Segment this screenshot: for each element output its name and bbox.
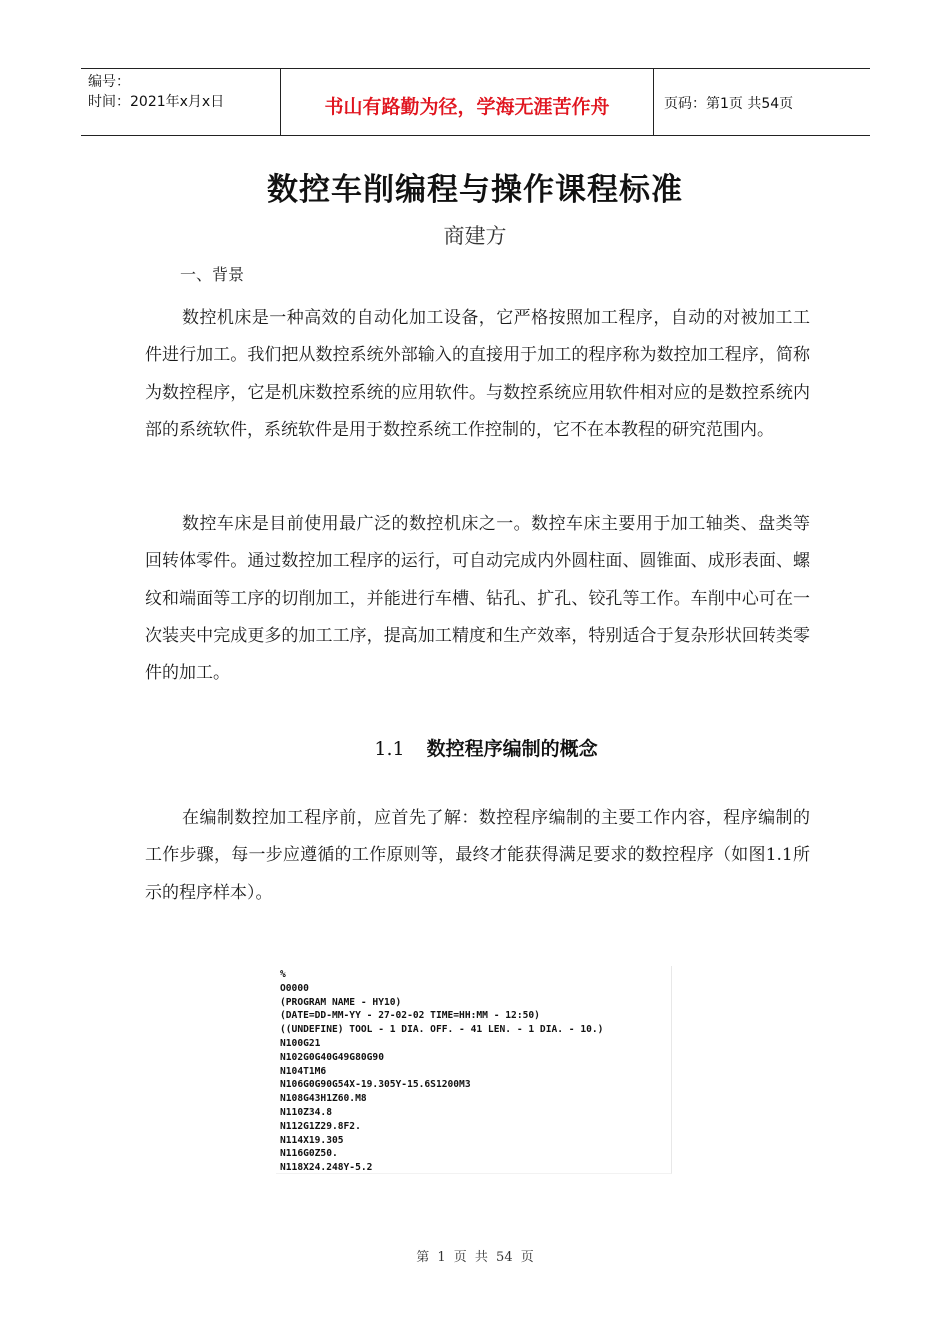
code-line: N116G0Z50.	[280, 1148, 338, 1160]
code-line: (DATE=DD-MM-YY - 27-02-02 TIME=HH:MM - 12:50)	[280, 1010, 540, 1022]
code-line: N108G43H1Z60.M8	[280, 1093, 367, 1105]
serial-label: 编号：	[88, 74, 130, 90]
code-line: N100G21	[280, 1037, 321, 1049]
code-line: N112G1Z29.8F2.	[280, 1120, 361, 1132]
code-line: N104T1M6	[280, 1065, 327, 1077]
code-line: (PROGRAM NAME - HY10)	[280, 996, 402, 1008]
subsection-heading	[0, 734, 950, 761]
subsection-title: 数控程序编制的概念	[426, 738, 598, 760]
paragraph-2: 数控车床是目前使用最广泛的数控机床之一。数控车床主要用于加工轴类、盘类等回转体零件。通过数控加工程序的运行，可自动完成内外圆柱面、圆锥面、成形表面、螺纹和端面等工序的切削加工，并能进行车槽、钻孔、扩孔、铰孔等工作。车削中心可在一次装夹中完成更多的加工工序，提高加工精度和生产效率，特别适合于复杂形状回转类零件的加工。	[145, 514, 810, 684]
program-sample-figure	[276, 966, 672, 1174]
header-table	[81, 68, 870, 136]
subsection-number: 1.1	[374, 738, 405, 760]
page-footer: 第 1 页 共 54 页	[416, 1250, 534, 1265]
section-heading: 一、背景	[180, 265, 245, 284]
code-line: O0000	[280, 982, 309, 994]
paragraph-3: 在编制数控加工程序前，应首先了解：数控程序编制的主要工作内容，程序编制的工作步骤，每一步应遵循的工作原则等，最终才能获得满足要求的数控程序（如图1.1所示的程序样本）。	[145, 808, 810, 903]
header-meta-cell	[81, 69, 281, 135]
document-author: 商建方	[443, 224, 507, 248]
code-line: ((UNDEFINE) TOOL - 1 DIA. OFF. - 41 LEN. - 1 DIA. - 10.)	[280, 1024, 604, 1036]
header-page-info: 页码：第1页 共54页	[664, 96, 794, 112]
paragraph-1: 数控机床是一种高效的自动化加工设备，它严格按照加工程序，自动的对被加工工件进行加工。我们把从数控系统外部输入的直接用于加工的程序称为数控加工程序，简称为数控程序，它是机床数控系统的应用软件。与数控系统应用软件相对应的是数控系统内部的系统软件，系统软件是用于数控系统工作控制的，它不在本教程的研究范围内。	[145, 308, 810, 440]
document-title: 数控车削编程与操作课程标准	[267, 172, 683, 208]
header-motto: 书山有路勤为径，学海无涯苦作舟	[281, 69, 654, 135]
code-line: N118X24.248Y-5.2	[280, 1162, 373, 1174]
code-line: %	[280, 969, 286, 980]
code-line: N102G0G40G49G80G90	[280, 1051, 384, 1063]
code-line: N114X19.305	[280, 1134, 344, 1146]
code-line: N110Z34.8	[280, 1106, 332, 1118]
date-label: 时间：2021年x月x日	[88, 94, 225, 110]
code-line: N106G0G90G54X-19.305Y-15.6S1200M3	[280, 1079, 471, 1091]
